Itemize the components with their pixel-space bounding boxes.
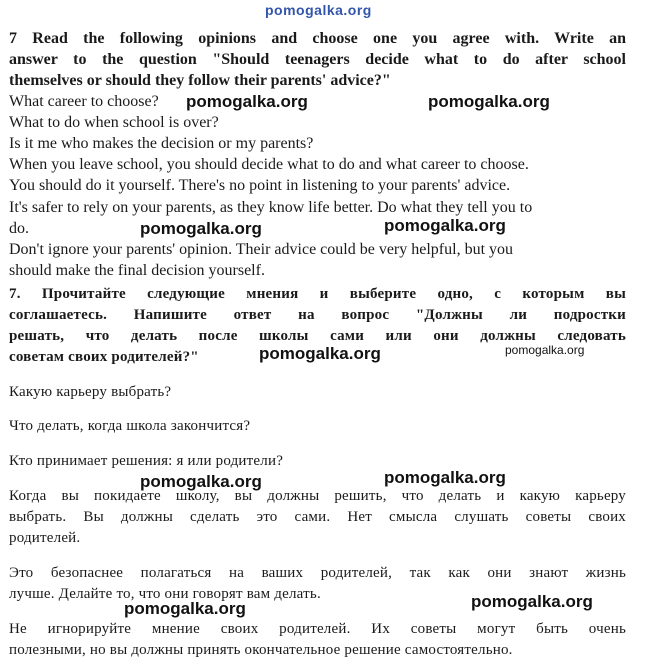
watermark: pomogalka.org (140, 472, 262, 491)
english-opinion-line: What to do when school is over? (9, 114, 219, 131)
watermark: pomogalka.org (471, 592, 593, 611)
russian-opinion-line: полезными, но вы должны принять окончательное решение самостоятельно. (9, 642, 513, 658)
watermark: pomogalka.org (428, 92, 550, 111)
russian-opinion-line: лучше. Делайте то, что они говорят вам делать. (9, 586, 321, 602)
watermark: pomogalka.org (186, 92, 308, 111)
watermark: pomogalka.org (505, 343, 585, 357)
russian-opinion-line: родителей. (9, 530, 81, 546)
english-heading-line-1: 7 Read the following opinions and choose one you agree with. Write an (9, 30, 626, 47)
watermark: pomogalka.org (140, 219, 262, 238)
watermark: pomogalka.org (384, 216, 506, 235)
russian-heading-line-4: советам своих родителей?" (9, 349, 199, 365)
english-opinion-line: You should do it yourself. There's no point in listening to your parents' advice. (9, 177, 511, 194)
english-heading-line-2: answer to the question "Should teenagers decide what to do after school (9, 51, 626, 68)
english-opinion-line: What career to choose? (9, 93, 159, 110)
watermark: pomogalka.org (384, 468, 506, 487)
english-opinion-line: It's safer to rely on your parents, as they know life better. Do what they tell you to (9, 199, 533, 216)
russian-opinion-line: Какую карьеру выбрать? (9, 384, 172, 400)
russian-heading-line-3: решать, что делать после школы сами или они должны следовать (9, 328, 626, 344)
watermark: pomogalka.org (265, 2, 372, 18)
russian-opinion-line: Когда вы покидаете школу, вы должны решить, что делать и какую карьеру (9, 488, 626, 504)
russian-opinion-line: Это безопаснее полагаться на ваших родителей, так как они знают жизнь (9, 565, 626, 581)
russian-heading-line-2: соглашаетесь. Напишите ответ на вопрос "Должны ли подростки (9, 307, 626, 323)
russian-opinion-line: Кто принимает решения: я или родители? (9, 453, 284, 469)
watermark: pomogalka.org (124, 599, 246, 618)
russian-opinion-line: Что делать, когда школа закончится? (9, 418, 251, 434)
english-opinion-line: When you leave school, you should decide what to do and what career to choose. (9, 156, 529, 173)
russian-heading-line-1: 7. Прочитайте следующие мнения и выберите одно, с которым вы (9, 286, 626, 302)
english-opinion-line: do. (9, 220, 29, 237)
english-opinion-line: Don't ignore your parents' opinion. Their advice could be very helpful, but you (9, 241, 514, 258)
russian-opinion-line: выбрать. Вы должны сделать это сами. Нет смысла слушать советы своих (9, 509, 626, 525)
english-opinion-line: Is it me who makes the decision or my parents? (9, 135, 314, 152)
english-opinion-line: should make the final decision yourself. (9, 262, 265, 279)
watermark: pomogalka.org (259, 344, 381, 363)
russian-opinion-line: Не игнорируйте мнение своих родителей. Их советы могут быть очень (9, 621, 626, 637)
english-heading-line-3: themselves or should they follow their parents' advice?" (9, 72, 391, 89)
